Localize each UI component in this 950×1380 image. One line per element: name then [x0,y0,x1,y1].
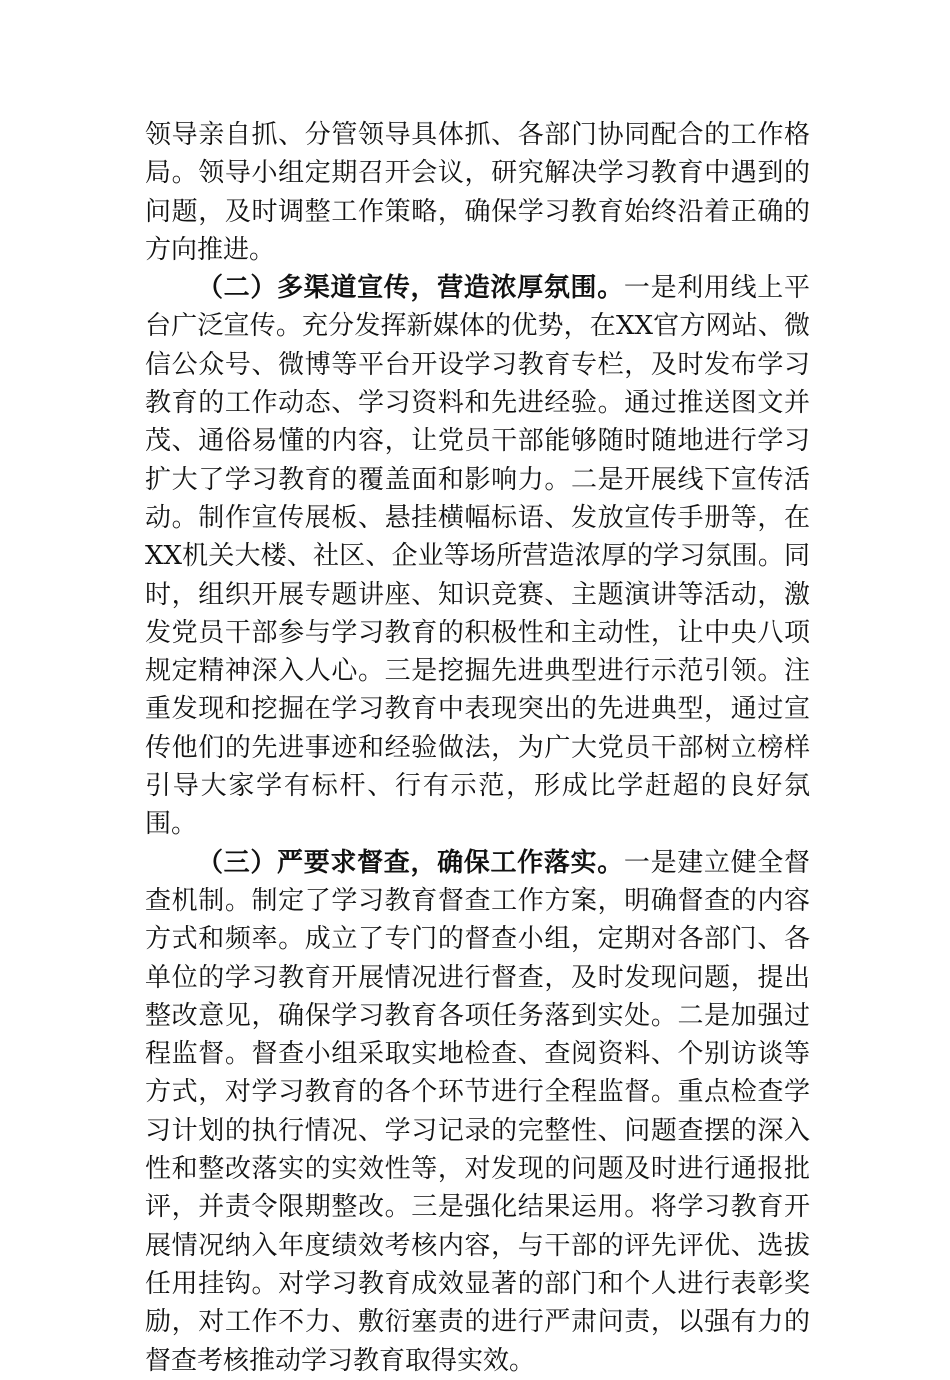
paragraph-text: 领导亲自抓、分管领导具体抓、各部门协同配合的工作格局。领导小组定期召开会议，研究解决学习教育中遇到的问题，及时调整工作策略，确保学习教育始终沿着正确的方向推进。 [145,120,810,265]
paragraph-continuation [145,116,810,269]
document-body [145,116,810,1380]
paragraph-section-2 [145,269,810,843]
section-3-text: 一是建立健全督查机制。制定了学习教育督查工作方案，明确督查的内容方式和频率。成立了专门的督查小组，定期对各部门、各单位的学习教育开展情况进行督查，及时发现问题，提出整改意见，确保学习教育各项任务落到实处。二是加强过程监督。督查小组采取实地检查、查阅资料、个别访谈等方式，对学习教育的各个环节进行全程监督。重点检查学习计划的执行情况、学习记录的完整性、问题查摆的深入性和整改落实的实效性等，对发现的问题及时进行通报批评，并责令限期整改。三是强化结果运用。将学习教育开展情况纳入年度绩效考核内容，与干部的评先评优、选拔任用挂钩。对学习教育成效显著的部门和个人进行表彰奖励，对工作不力、敷衍塞责的进行严肃问责，以强有力的督查考核推动学习教育取得实效。 [145,847,810,1376]
section-3-heading: （三）严要求督查，确保工作落实。 [197,847,624,878]
paragraph-section-3 [145,844,810,1380]
section-2-heading: （二）多渠道宣传，营造浓厚氛围。 [197,273,624,304]
section-2-text: 一是利用线上平台广泛宣传。充分发挥新媒体的优势，在XX官方网站、微信公众号、微博等平台开设学习教育专栏，及时发布学习教育的工作动态、学习资料和先进经验。通过推送图文并茂、通俗易懂的内容，让党员干部能够随时随地进行学习扩大了学习教育的覆盖面和影响力。二是开展线下宣传活动。制作宣传展板、悬挂横幅标语、发放宣传手册等，在XX机关大楼、社区、企业等场所营造浓厚的学习氛围。同时，组织开展专题讲座、知识竞赛、主题演讲等活动，激发党员干部参与学习教育的积极性和主动性，让中央八项规定精神深入人心。三是挖掘先进典型进行示范引领。注重发现和挖掘在学习教育中表现突出的先进典型，通过宣传他们的先进事迹和经验做法，为广大党员干部树立榜样引导大家学有标杆、行有示范，形成比学赶超的良好氛围。 [145,273,810,840]
